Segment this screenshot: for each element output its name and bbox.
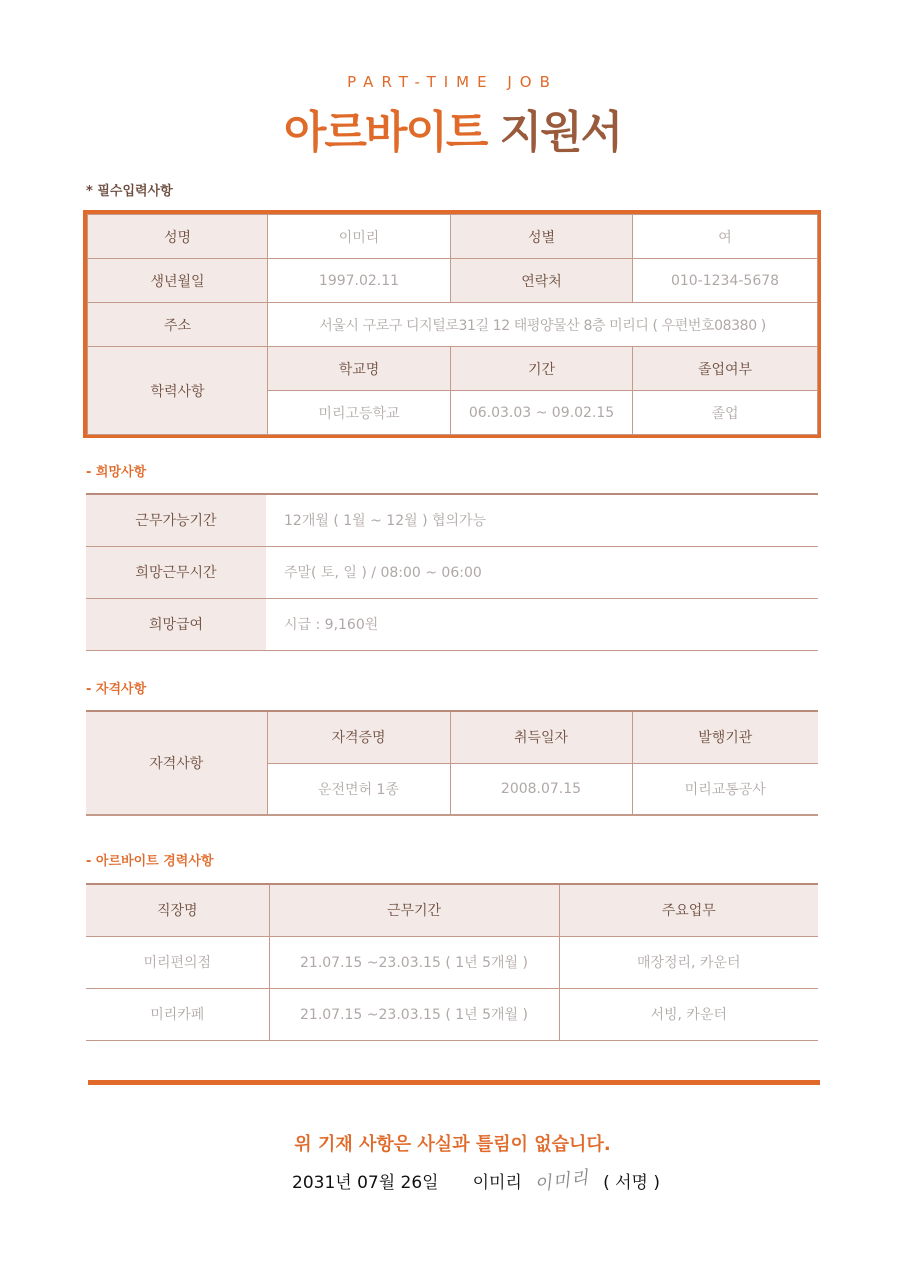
cell: 운전면허 1종 (267, 763, 450, 815)
career-table (86, 883, 818, 1041)
title-part-b: 지원서 (499, 107, 622, 158)
period-value: 06.03.03 ~ 09.02.15 (451, 391, 633, 435)
col-header: 발행기관 (632, 711, 818, 763)
cell: 미리편의점 (86, 936, 269, 988)
birth-value: 1997.02.11 (268, 259, 451, 303)
row-header: 근무가능기간 (86, 494, 266, 546)
school-value: 미리고등학교 (268, 391, 451, 435)
cell: 미리교통공사 (632, 763, 818, 815)
col-header: 직장명 (86, 884, 269, 936)
signature-line (292, 1162, 660, 1198)
row-header: 희망급여 (86, 598, 266, 650)
qualification-label: - 자격사항 (86, 682, 147, 697)
phone-value: 010-1234-5678 (633, 259, 818, 303)
graduation-value: 졸업 (633, 391, 818, 435)
education-header: 학력사항 (88, 347, 268, 435)
table-row (86, 936, 818, 988)
row-value: 12개월 ( 1월 ~ 12월 ) 협의가능 (266, 494, 818, 546)
col-header: 자격증명 (267, 711, 450, 763)
row-header: 희망근무시간 (86, 546, 266, 598)
col-header: 취득일자 (450, 711, 632, 763)
sign-label: ( 서명 ) (603, 1172, 660, 1193)
graduation-header: 졸업여부 (633, 347, 818, 391)
divider (88, 1080, 820, 1085)
address-value: 서울시 구로구 디지털로31길 12 태평양물산 8층 미리디 ( 우편번호08380 ) (268, 303, 818, 347)
date: 2031년 07월 26일 (292, 1172, 439, 1193)
career-label: - 아르바이트 경력사항 (86, 854, 214, 869)
gender-value: 여 (633, 215, 818, 259)
title-part-a: 아르바이트 (283, 107, 487, 158)
table-row (86, 494, 818, 546)
table-row (86, 988, 818, 1040)
required-label: * 필수입력사항 (86, 184, 173, 199)
cell: 매장정리, 카운터 (559, 936, 818, 988)
period-header: 기간 (451, 347, 633, 391)
cell: 2008.07.15 (450, 763, 632, 815)
gender-header: 성별 (451, 215, 633, 259)
cell: 미리카페 (86, 988, 269, 1040)
row-value: 시급 : 9,160원 (266, 598, 818, 650)
subtitle: PART-TIME JOB (347, 73, 558, 91)
col-header: 근무기간 (269, 884, 559, 936)
cell: 21.07.15 ~23.03.15 ( 1년 5개월 ) (269, 936, 559, 988)
wish-label: - 희망사항 (86, 465, 147, 480)
wish-table (86, 493, 818, 651)
table-row (86, 546, 818, 598)
qualification-table (86, 710, 818, 816)
phone-header: 연락처 (451, 259, 633, 303)
cell: 서빙, 카운터 (559, 988, 818, 1040)
row-value: 주말( 토, 일 ) / 08:00 ~ 06:00 (266, 546, 818, 598)
birth-header: 생년월일 (88, 259, 268, 303)
applicant-name: 이미리 (472, 1172, 522, 1193)
cell: 21.07.15 ~23.03.15 ( 1년 5개월 ) (269, 988, 559, 1040)
col-header: 주요업무 (559, 884, 818, 936)
name-value: 이미리 (268, 215, 451, 259)
table-row (86, 598, 818, 650)
required-table (87, 214, 818, 435)
page-title (0, 96, 905, 160)
signature: 이미리 (532, 1167, 591, 1196)
name-header: 성명 (88, 215, 268, 259)
address-header: 주소 (88, 303, 268, 347)
declaration: 위 기재 사항은 사실과 틀림이 없습니다. (294, 1134, 611, 1155)
school-header: 학교명 (268, 347, 451, 391)
qualification-header: 자격사항 (86, 711, 267, 815)
